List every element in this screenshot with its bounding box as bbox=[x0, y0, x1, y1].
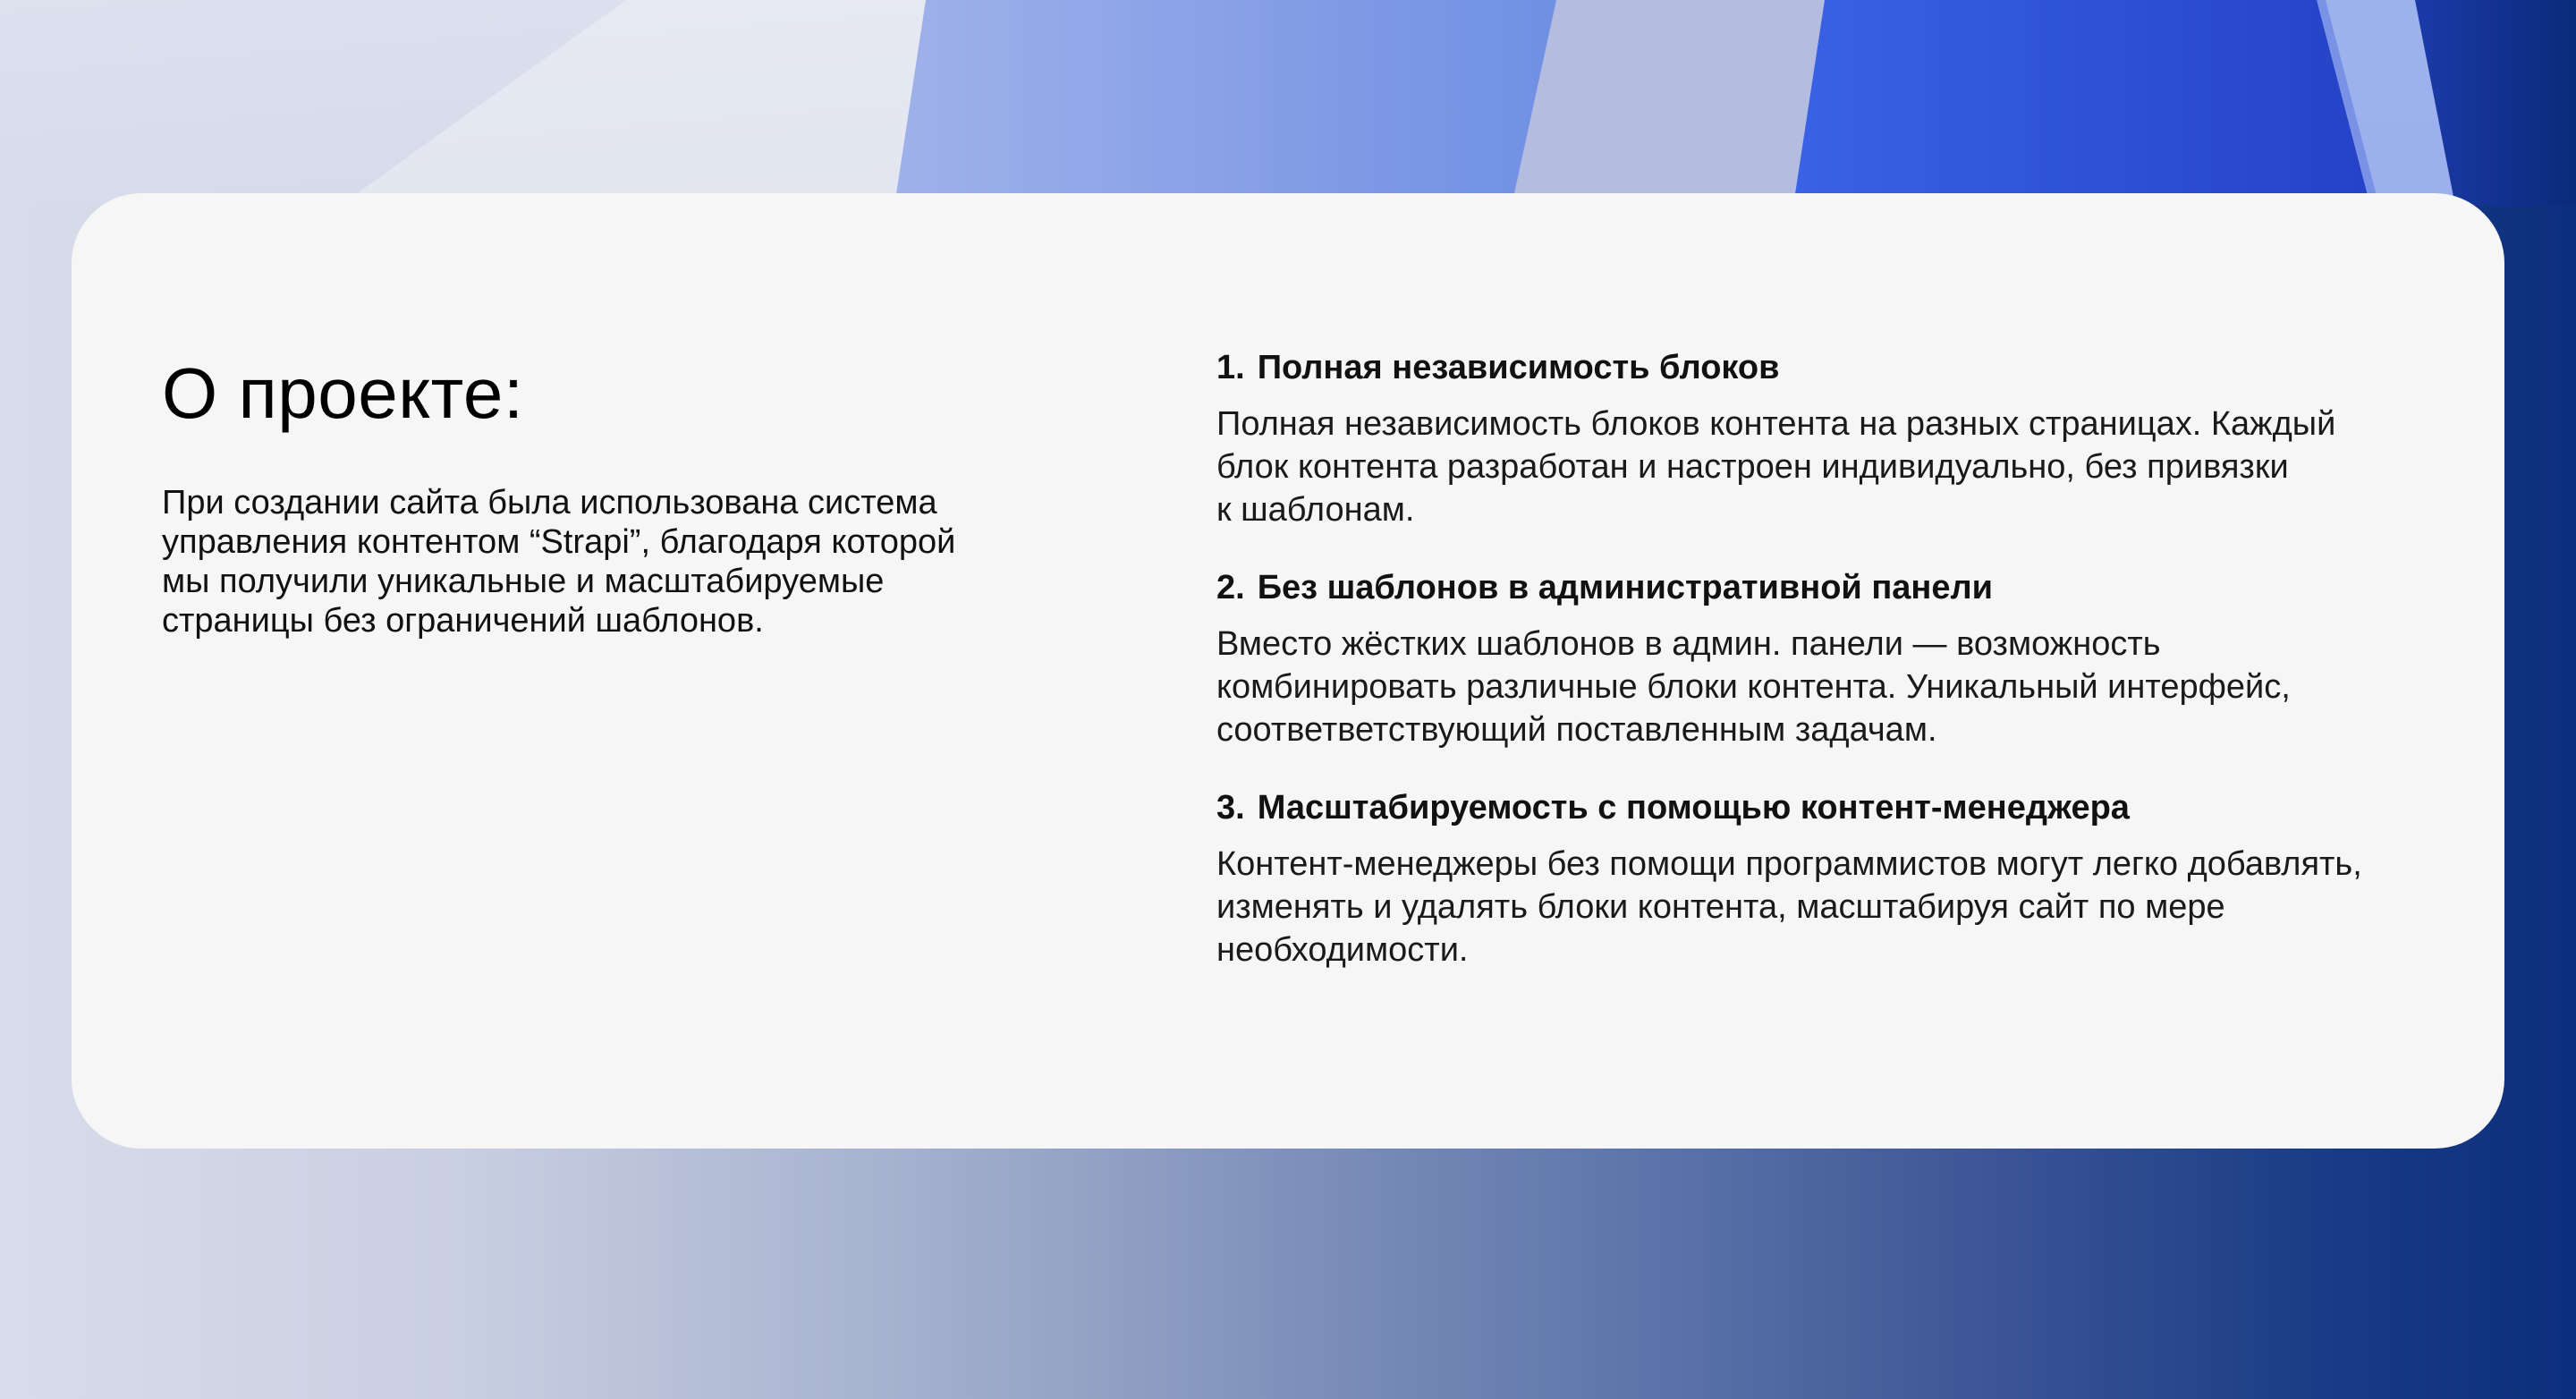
feature-number: 3. bbox=[1216, 789, 1245, 827]
feature-description: Контент-менеджеры без помощи программистов могут легко добавлять, изменять и удалять блоки контента, масштабируя сайт по мере необходимости. bbox=[1216, 845, 2362, 969]
feature-number: 1. bbox=[1216, 349, 1245, 386]
feature-item bbox=[1216, 785, 2451, 971]
feature-item bbox=[1216, 565, 2451, 751]
feature-heading bbox=[1216, 345, 2451, 390]
feature-heading bbox=[1216, 785, 2451, 830]
feature-item bbox=[1216, 345, 2451, 531]
abstract-ribbons-graphic bbox=[0, 0, 2576, 206]
about-section bbox=[162, 354, 1110, 640]
feature-description: Вместо жёстких шаблонов в админ. панели — возможность комбинировать различные блоки контента. Уникальный интерфейс, соответветствующий поставленным задачам. bbox=[1216, 625, 2291, 749]
feature-description: Полная независимость блоков контента на разных страницах. Каждый блок контента разработан и настроен индивидуально, без привязки к шаблонам. bbox=[1216, 405, 2336, 529]
intro-text: При создании сайта была использована система управления контентом “Strapi”, благодаря которой мы получили уникальные и масштабируемые страницы без ограничений шаблонов. bbox=[162, 484, 956, 640]
feature-title: Полная независимость блоков bbox=[1257, 349, 1780, 386]
feature-title: Без шаблонов в административной панели bbox=[1257, 569, 1993, 606]
feature-heading bbox=[1216, 565, 2451, 610]
feature-number: 2. bbox=[1216, 569, 1245, 606]
features-list bbox=[1216, 345, 2451, 1005]
page-title: О проекте: bbox=[162, 353, 524, 433]
about-project-card bbox=[72, 193, 2504, 1149]
decorative-header-art bbox=[0, 0, 2576, 206]
feature-title: Масштабируемость с помощью контент-менеджера bbox=[1257, 789, 2130, 827]
